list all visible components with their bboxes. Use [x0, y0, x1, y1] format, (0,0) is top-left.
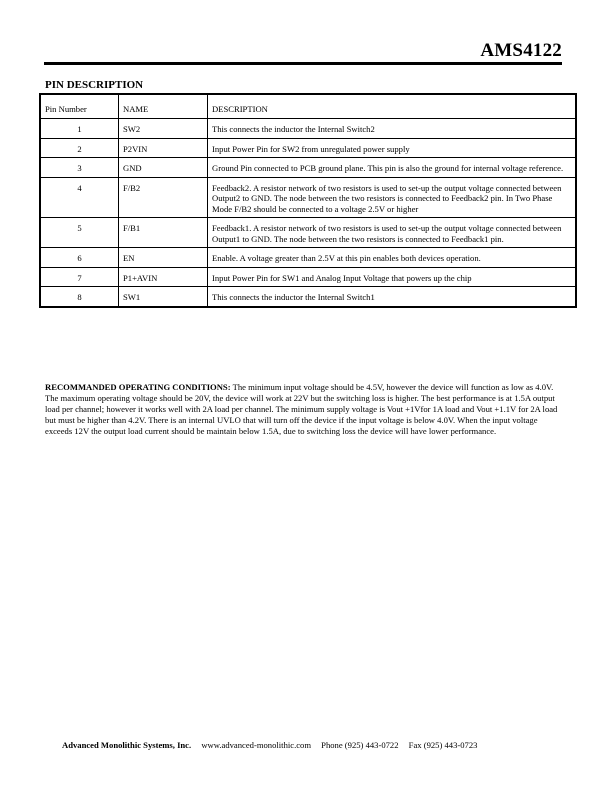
pin-description-cell: Feedback1. A resistor network of two resistors is used to set-up the output voltage connected between Output1 to GND. The node between the two resistors is connected to Feedback1 pin.	[208, 218, 577, 248]
pin-description-cell: Input Power Pin for SW1 and Analog Input Voltage that powers up the chip	[208, 267, 577, 287]
table-row	[40, 218, 576, 248]
pin-number-cell: 3	[40, 158, 119, 178]
header-rule	[44, 62, 562, 65]
pin-number-cell: 6	[40, 248, 119, 268]
table-row	[40, 119, 576, 139]
pin-description-cell: Feedback2. A resistor network of two resistors is used to set-up the output voltage connected between Output2 to GND. The node between the two resistors is connected to Feedback2 pin. In Two Phase Mode F/B2 should be connected to a voltage 2.5V or higher	[208, 177, 577, 218]
pin-description-cell: This connects the inductor the Internal Switch2	[208, 119, 577, 139]
column-header-name: NAME	[119, 94, 208, 119]
pin-number-cell: 8	[40, 287, 119, 307]
pin-number-cell: 4	[40, 177, 119, 218]
column-header-pin-number: Pin Number	[40, 94, 119, 119]
part-number-title: AMS4122	[480, 40, 562, 61]
table-row	[40, 267, 576, 287]
table-row	[40, 177, 576, 218]
pin-name-cell: F/B1	[119, 218, 208, 248]
footer-fax: Fax (925) 443-0723	[408, 740, 478, 750]
operating-conditions-text: The minimum input voltage should be 4.5V, however the device will function as low as 4.0V. The maximum operating voltage should be 20V, the device will work at 22V but the switching loss is higher. The best performance is at 1.5A output load per channel; however it works well with 2A load per channel. The minimum supply voltage is Vout +1Vfor 1A load and Vout +1.1V for 2A load but must be higher than 4.2V. There is an internal UVLO that will turn off the device if the input voltage is below 4.0V. When the input voltage exceeds 12V the output load current should be maintain below 1.5A, due to switching loss the device will have lower performance.	[45, 382, 558, 436]
pin-description-title: PIN DESCRIPTION	[45, 79, 144, 91]
pin-description-cell: Input Power Pin for SW2 from unregulated power supply	[208, 138, 577, 158]
pin-name-cell: P2VIN	[119, 138, 208, 158]
pin-name-cell: P1+AVIN	[119, 267, 208, 287]
pin-name-cell: SW2	[119, 119, 208, 139]
pin-description-cell: This connects the inductor the Internal Switch1	[208, 287, 577, 307]
pin-number-cell: 1	[40, 119, 119, 139]
table-row	[40, 287, 576, 307]
footer-phone: Phone (925) 443-0722	[321, 740, 399, 750]
pin-number-cell: 7	[40, 267, 119, 287]
page-footer	[62, 740, 562, 750]
pin-description-cell: Ground Pin connected to PCB ground plane. This pin is also the ground for internal voltage reference.	[208, 158, 577, 178]
operating-conditions-heading: RECOMMANDED OPERATING CONDITIONS:	[45, 382, 231, 392]
table-row	[40, 138, 576, 158]
pin-number-cell: 2	[40, 138, 119, 158]
pin-description-cell: Enable. A voltage greater than 2.5V at this pin enables both devices operation.	[208, 248, 577, 268]
footer-website: www.advanced-monolithic.com	[201, 740, 312, 750]
operating-conditions-paragraph	[45, 382, 565, 437]
pin-name-cell: SW1	[119, 287, 208, 307]
pin-name-cell: GND	[119, 158, 208, 178]
pin-name-cell: EN	[119, 248, 208, 268]
table-header-row	[40, 94, 576, 119]
table-row	[40, 158, 576, 178]
pin-description-table	[39, 93, 577, 308]
footer-company: Advanced Monolithic Systems, Inc.	[62, 740, 192, 750]
pin-name-cell: F/B2	[119, 177, 208, 218]
column-header-description: DESCRIPTION	[208, 94, 577, 119]
table-row	[40, 248, 576, 268]
pin-number-cell: 5	[40, 218, 119, 248]
